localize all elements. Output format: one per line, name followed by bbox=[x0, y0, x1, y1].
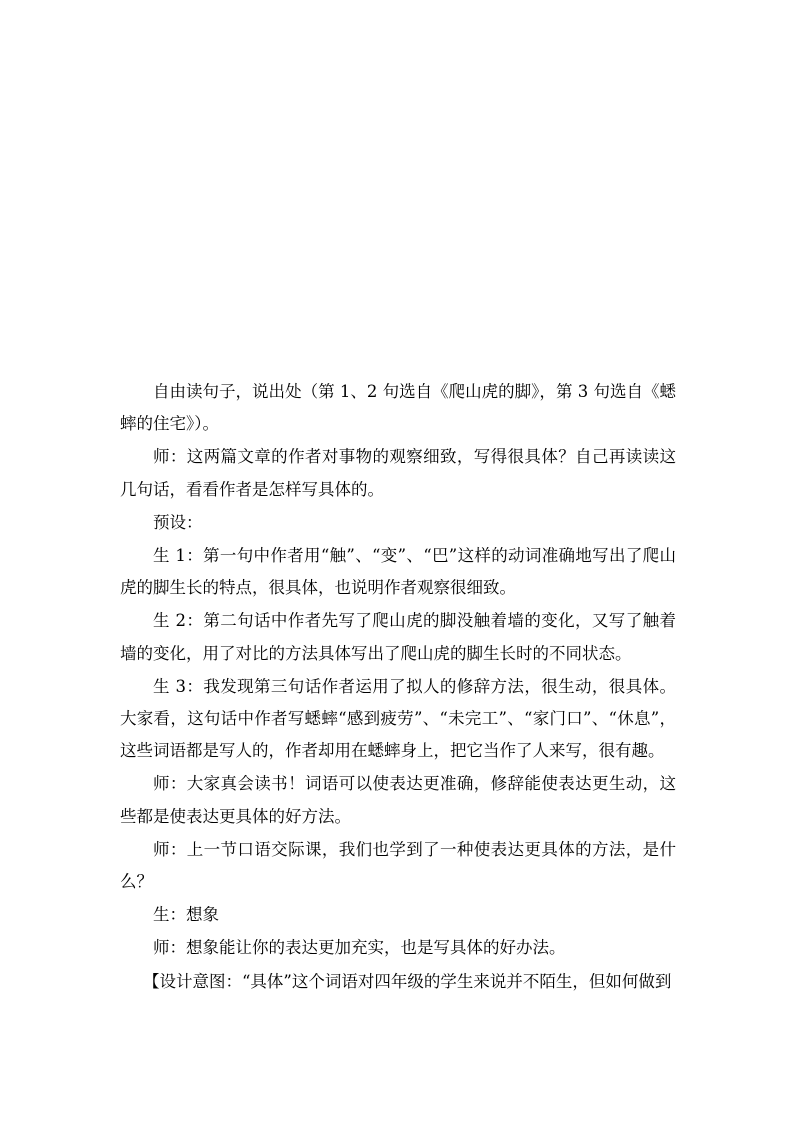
paragraph-student-2: 生 2：第二句话中作者先写了爬山虎的脚没触着墙的变化，又写了触着墙的变化，用了对比的方法具体写出了爬山虎的脚生长时的不同状态。 bbox=[120, 611, 676, 663]
paragraph-teacher-summary: 师：想象能让你的表达更加充实，也是写具体的好办法。 bbox=[153, 938, 566, 958]
document-body bbox=[120, 376, 676, 999]
paragraph-teacher-praise: 师：大家真会读书！词语可以使表达更准确，修辞能使表达更生动，这些都是使表达更具体的好方法。 bbox=[120, 774, 676, 826]
paragraph-teacher-recall: 师：上一节口语交际课，我们也学到了一种使表达更具体的方法，是什么？ bbox=[120, 839, 676, 892]
paragraph-student-3: 生 3：我发现第三句话作者运用了拟人的修辞方法，很生动，很具体。大家看，这句话中作者写蟋蟀“感到疲劳”、“未完工”、“家门口”、“休息”，这些词语都是写人的，作者却用在蟋蟀身上，把它当作了人来写，很有趣。 bbox=[120, 676, 676, 761]
paragraph-reading-source: 自由读句子，说出处（第 1、2 句选自《爬山虎的脚》，第 3 句选自《蟋蟀的住宅》）。 bbox=[120, 382, 676, 434]
paragraph-student-answer: 生：想象 bbox=[153, 905, 219, 925]
paragraph-preset-label: 预设： bbox=[153, 512, 203, 532]
paragraph-teacher-question: 师：这两篇文章的作者对事物的观察细致，写得很具体？自己再读读这几句话，看看作者是怎样写具体的。 bbox=[120, 447, 676, 499]
paragraph-student-1: 生 1：第一句中作者用“触”、“变”、“巴”这样的动词准确地写出了爬山虎的脚生长的特点，很具体，也说明作者观察很细致。 bbox=[120, 546, 676, 598]
paragraph-design-intent: 【设计意图：“具体”这个词语对四年级的学生来说并不陌生，但如何做到 bbox=[143, 971, 672, 991]
